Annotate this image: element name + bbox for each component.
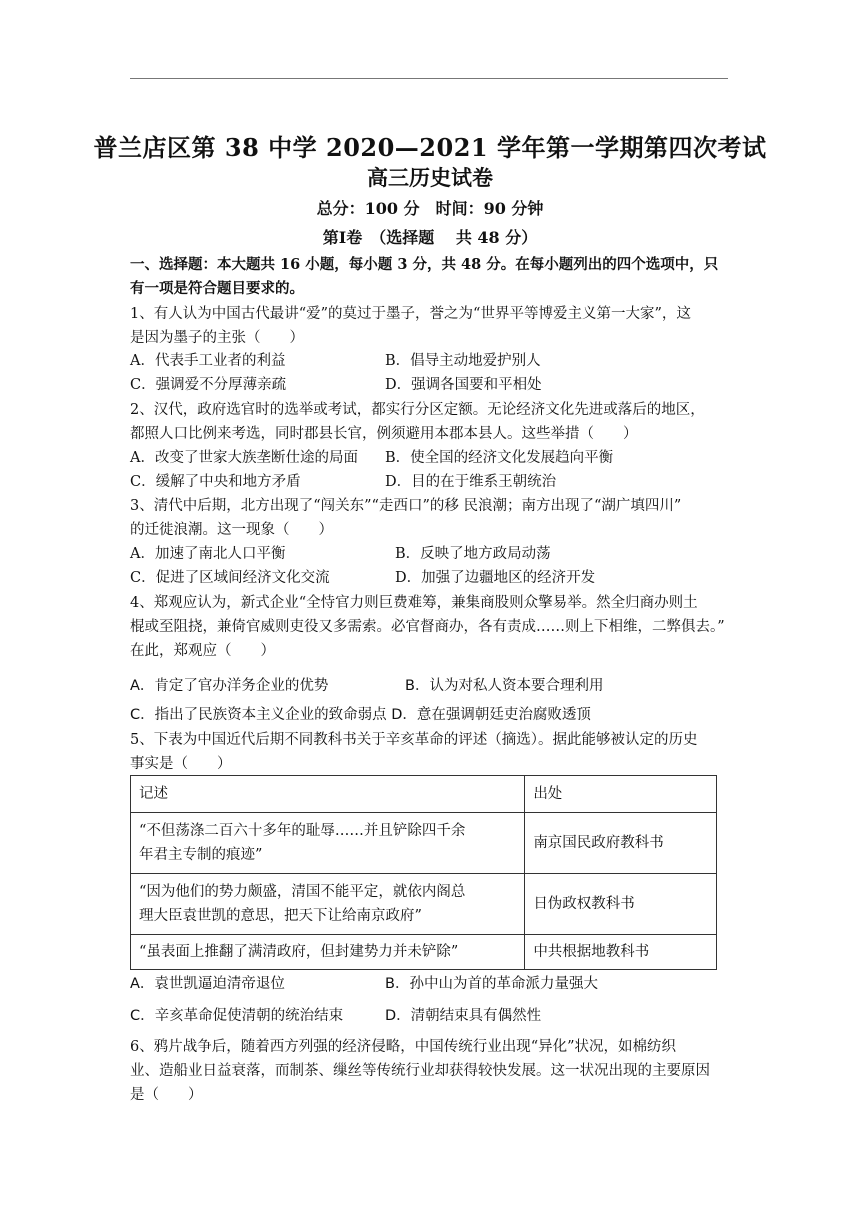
q1-option-a: A．代表手工业者的利益	[130, 353, 286, 369]
q2-option-b: B．使全国的经济文化发展趋向平衡	[385, 450, 614, 466]
q6-stem-1: 6、鸦片战争后，随着西方列强的经济侵略，中国传统行业出现“异化”状况，如棉纺织	[130, 1039, 677, 1055]
q3-stem-2: 的迁徙浪潮。这一现象（ ）	[130, 522, 333, 538]
q3-option-d: D．加强了边疆地区的经济开发	[395, 570, 596, 586]
table-header-cell: 记述	[131, 776, 525, 813]
q6-stem-2: 业、造船业日益衰落，而制茶、缫丝等传统行业却获得较快发展。这一状况出现的主要原因	[130, 1063, 710, 1079]
instructions-line-1: 一、选择题：本大题共 16 小题，每小题 3 分，共 48 分。在每小题列出的四个选项中，只	[130, 256, 719, 273]
q5-option-d: D．清朝结束具有偶然性	[385, 1008, 542, 1024]
section-heading: 第Ⅰ卷 （选择题 共 48 分）	[322, 228, 538, 247]
cell-line: “因为他们的势力颇盛，清国不能平定，就依内阁总	[139, 884, 466, 900]
q5-option-b: B．孙中山为首的革命派力量强大	[385, 976, 598, 992]
instructions-line-2: 有一项是符合题目要求的。	[130, 280, 304, 297]
q2-option-c: C．缓解了中央和地方矛盾	[130, 474, 301, 490]
table-cell-text	[131, 874, 525, 935]
cell-line: 理大臣袁世凯的意思，把天下让给南京政府”	[139, 908, 422, 924]
q1-option-d: D．强调各国要和平相处	[385, 377, 542, 393]
exam-subtitle: 高三历史试卷	[367, 165, 493, 190]
q3-option-c: C．促进了区域间经济文化交流	[130, 570, 330, 586]
q5-option-a: A．袁世凯逼迫清帝退位	[130, 976, 285, 992]
q4-stem-1: 4、郑观应认为，新式企业“全恃官力则巨费难筹，兼集商股则众擎易举。然全归商办则土	[130, 595, 698, 611]
q2-option-d: D．目的在于维系王朝统治	[385, 474, 557, 490]
table-cell-source: 中共根据地教科书	[525, 935, 717, 970]
q1-stem-2: 是因为墨子的主张（ ）	[130, 330, 304, 346]
q5-stem-1: 5、下表为中国近代后期不同教科书关于辛亥革命的评述（摘选）。据此能够被认定的历史	[130, 732, 698, 748]
q3-option-a: A．加速了南北人口平衡	[130, 546, 286, 562]
q6-stem-3: 是（ ）	[130, 1087, 203, 1103]
q4-option-b: B．认为对私人资本要合理利用	[405, 678, 604, 694]
table-cell-source: 日伪政权教科书	[525, 874, 717, 935]
cell-line: 年君主专制的痕迹”	[139, 847, 263, 863]
table-cell-text	[131, 813, 525, 874]
table-row	[131, 874, 717, 935]
table-cell-source: 南京国民政府教科书	[525, 813, 717, 874]
q4-stem-2: 棍或至阻挠，兼倚官威则吏役又多需索。必官督商办，各有责成……则上下相维，二弊俱去。”	[130, 619, 725, 635]
q5-option-c: C．辛亥革命促使清朝的统治结束	[130, 1008, 344, 1024]
q1-option-c: C．强调爱不分厚薄亲疏	[130, 377, 287, 393]
q3-option-b: B．反映了地方政局动荡	[395, 546, 551, 562]
q1-stem-1: 1、有人认为中国古代最讲“爱”的莫过于墨子，誉之为“世界平等博爱主义第一大家”，这	[130, 306, 691, 322]
table-header-cell: 出处	[525, 776, 717, 813]
q5-stem-2: 事实是（ ）	[130, 756, 232, 772]
q1-option-b: B．倡导主动地爱护别人	[385, 353, 541, 369]
table-header-row	[131, 776, 717, 813]
q4-option-cd: C．指出了民族资本主义企业的致命弱点 D．意在强调朝廷吏治腐败透顶	[130, 707, 591, 723]
exam-meta: 总分：100 分 时间：90 分钟	[316, 199, 544, 218]
q2-stem-1: 2、汉代，政府选官时的选举或考试，都实行分区定额。无论经济文化先进或落后的地区，	[130, 402, 705, 418]
history-table	[130, 775, 717, 970]
q2-stem-2: 都照人口比例来考选，同时郡县长官，例须避用本郡本县人。这些举措（ ）	[130, 426, 638, 442]
header-rule	[130, 78, 728, 79]
table-row	[131, 813, 717, 874]
table-cell-text: “虽表面上推翻了满清政府，但封建势力并未铲除”	[131, 935, 525, 970]
table-row	[131, 935, 717, 970]
q4-option-a: A．肯定了官办洋务企业的优势	[130, 678, 329, 694]
exam-title: 普兰店区第 38 中学 2020—2021 学年第一学期第四次考试	[93, 133, 767, 162]
q2-option-a: A．改变了世家大族垄断仕途的局面	[130, 450, 358, 466]
q3-stem-1: 3、清代中后期，北方出现了“闯关东”“走西口”的移 民浪潮；南方出现了“湖广填四川”	[130, 498, 682, 514]
cell-line: “不但荡涤二百六十多年的耻辱……并且铲除四千余	[139, 823, 466, 839]
q4-stem-3: 在此，郑观应（ ）	[130, 643, 275, 659]
